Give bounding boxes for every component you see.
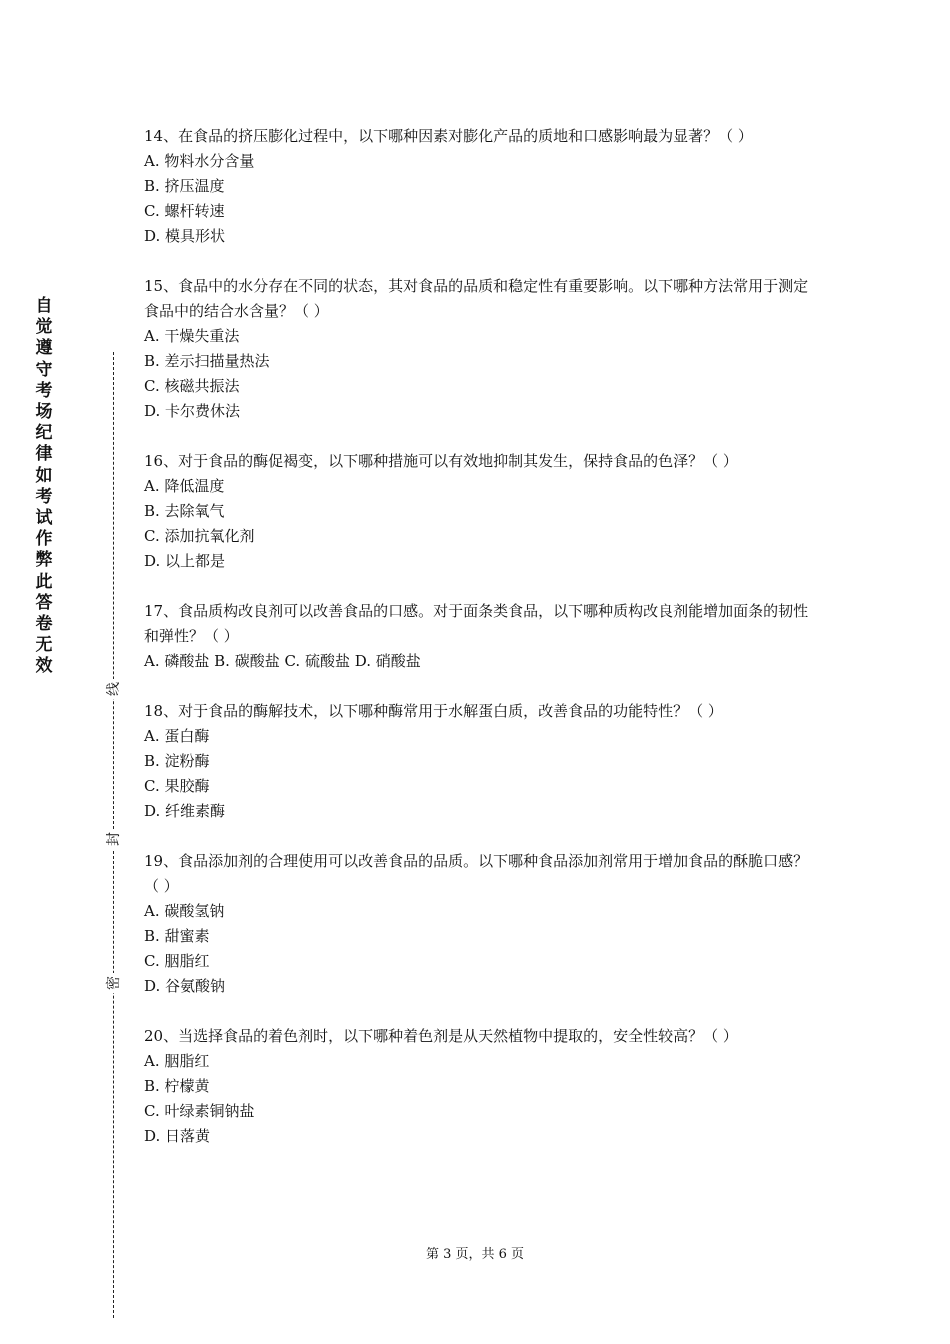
option-b: B. 去除氧气 [144, 502, 225, 520]
option-a: A. 蛋白酶 [144, 727, 210, 745]
option-c: C. 胭脂红 [144, 952, 210, 970]
question-18 [144, 699, 814, 824]
option-d: D. 模具形状 [144, 227, 226, 245]
option-c: C. 螺杆转速 [144, 202, 225, 220]
option-a: A. 降低温度 [144, 477, 225, 495]
option-c: C. 添加抗氧化剂 [144, 527, 255, 545]
option-a: A. 胭脂红 [144, 1052, 210, 1070]
question-19 [144, 849, 814, 999]
option-a: A. 干燥失重法 [144, 327, 240, 345]
question-stem: 19、食品添加剂的合理使用可以改善食品的品质。以下哪种食品添加剂常用于增加食品的酥脆口感？（ ） [144, 852, 809, 895]
option-b: B. 柠檬黄 [144, 1077, 210, 1095]
question-15 [144, 274, 814, 424]
question-20 [144, 1024, 814, 1149]
question-list [144, 124, 814, 1174]
question-stem: 17、食品质构改良剂可以改善食品的口感。对于面条类食品，以下哪种质构改良剂能增加面条的韧性和弹性？（ ） [144, 602, 809, 645]
question-stem: 20、当选择食品的着色剂时，以下哪种着色剂是从天然植物中提取的，安全性较高？（ ） [144, 1027, 738, 1045]
option-b: B. 淀粉酶 [144, 752, 210, 770]
option-d: D. 日落黄 [144, 1127, 211, 1145]
question-stem: 15、食品中的水分存在不同的状态，其对食品的品质和稳定性有重要影响。以下哪种方法常用于测定食品中的结合水含量？（ ） [144, 277, 809, 320]
option-d: D. 卡尔费休法 [144, 402, 241, 420]
binding-mark-secret: 密 [103, 973, 125, 993]
option-d: D. 谷氨酸钠 [144, 977, 226, 995]
question-16 [144, 449, 814, 574]
exam-discipline-notice: 自觉遵守考场纪律如考试作弊此答卷无效 [35, 296, 53, 677]
option-a: A. 碳酸氢钠 [144, 902, 225, 920]
binding-mark-seal: 封 [103, 829, 125, 849]
option-c: C. 果胶酶 [144, 777, 210, 795]
question-stem: 16、对于食品的酶促褐变，以下哪种措施可以有效地抑制其发生，保持食品的色泽？（ ） [144, 452, 738, 470]
question-17 [144, 599, 814, 674]
option-c: C. 叶绿素铜钠盐 [144, 1102, 255, 1120]
option-d: D. 以上都是 [144, 552, 226, 570]
question-stem: 14、在食品的挤压膨化过程中，以下哪种因素对膨化产品的质地和口感影响最为显著？（ ） [144, 127, 753, 145]
binding-mark-line: 线 [103, 679, 125, 699]
option-b: B. 差示扫描量热法 [144, 352, 270, 370]
question-14 [144, 124, 814, 249]
page-number-footer: 第 3 页，共 6 页 [425, 1247, 525, 1262]
option-a: A. 物料水分含量 [144, 152, 255, 170]
option-d: D. 纤维素酶 [144, 802, 226, 820]
option-c: C. 核磁共振法 [144, 377, 240, 395]
option-b: B. 挤压温度 [144, 177, 225, 195]
option-b: B. 甜蜜素 [144, 927, 210, 945]
question-stem: 18、对于食品的酶解技术，以下哪种酶常用于水解蛋白质，改善食品的功能特性？（ ） [144, 702, 723, 720]
options-inline: A. 磷酸盐 B. 碳酸盐 C. 硫酸盐 D. 硝酸盐 [144, 652, 421, 670]
